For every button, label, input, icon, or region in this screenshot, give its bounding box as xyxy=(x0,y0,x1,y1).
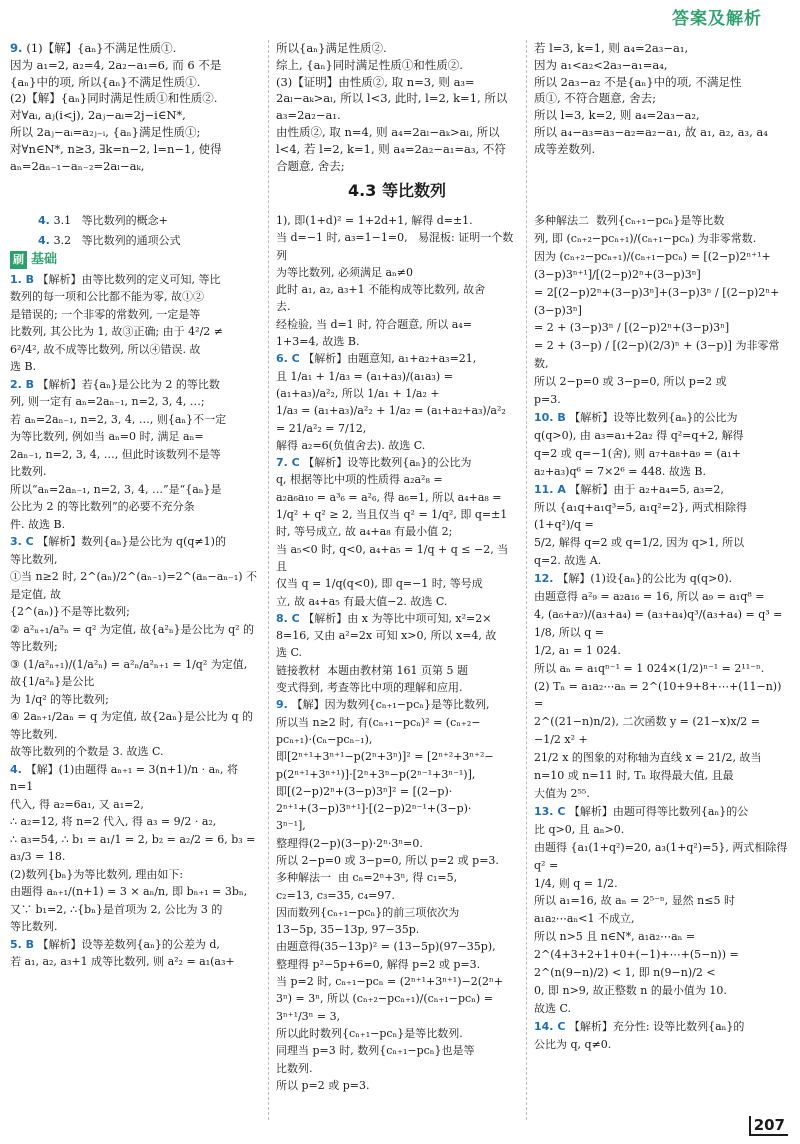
text-line: a₃=2a₂−a₁. xyxy=(276,108,341,123)
text-line: 质①, 不符合题意, 舍去; xyxy=(534,91,656,106)
top-column-3 xyxy=(534,40,790,158)
text-line: l<4, 若 l=2, k=1, 则 a₄=2a₂−a₁=a₃, 不符 xyxy=(276,141,506,156)
text-line: 2^((21−n)n/2), 二次函数 y = (21−x)x/2 = −1/2 x² + xyxy=(534,715,764,747)
text-line: 1/2, a₁ = 1 024. xyxy=(534,643,621,657)
text-line: 9. 【解】因为数列{cₙ₊₁−pcₙ}是等比数列, xyxy=(276,698,490,712)
section-title: 4.3 等比数列 xyxy=(348,181,446,200)
text-line: 7. C 【解析】设等比数列{aₙ}的公比为 xyxy=(276,456,472,470)
text-line: q=2 或 q=−1(舍), 则 a₇+a₈+a₉ = (a₁+ xyxy=(534,446,741,460)
text-line: 11. A 【解析】由于 a₂+a₄=5, a₃=2, xyxy=(534,482,724,496)
text-line: c₂=13, c₃=35, c₄=97. xyxy=(276,888,395,902)
text-line: 解得 a₂=6(负值舍去). 故选 C. xyxy=(276,438,426,452)
text-line: (2)数列{bₙ}为等比数列, 理由如下: xyxy=(10,867,184,881)
text-line: (2)【解】{aₙ}同时满足性质①和性质②. xyxy=(10,91,218,106)
text-line: 代入, 得 a₂=6a₁, 又 a₁=2, xyxy=(10,797,144,811)
text-line: 为等比数列, 例如当 aₙ=0 时, 满足 aₙ= xyxy=(10,430,204,443)
column-1-lines xyxy=(10,271,258,971)
text-line: 仅当 q = 1/q(q<0), 即 q=−1 时, 等号成 xyxy=(276,577,483,591)
text-line: 若 aₙ=2aₙ₋₁, n=2, 3, 4, …, 则{aₙ}不一定 xyxy=(10,412,227,426)
column-2 xyxy=(276,212,518,1094)
text-line: 因为 a₁<a₂<2a₃−a₁=a₄, xyxy=(534,57,668,72)
text-line: 所以“aₙ=2aₙ₋₁, n=2, 3, 4, …”是“{aₙ}是 xyxy=(10,482,222,496)
question-number: 2. B xyxy=(10,377,35,391)
question-number: 10. B xyxy=(534,410,566,424)
text-line: p=3. xyxy=(534,393,561,407)
text-line: 所以 2a₃−a₂ 不是{aₙ}中的项, 不满足性 xyxy=(534,74,742,89)
text-line: a₂a₆a₁₀ = a³₆ = a²₆, 得 a₆=1, 所以 a₄+a₈ = xyxy=(276,490,502,504)
text-line: 所以 p=2 或 p=3. xyxy=(276,1078,370,1092)
text-line: 故选 C. xyxy=(534,1001,572,1015)
text-line: 由题得 aₙ₊₁/(n+1) = 3 × aₙ/n, 即 bₙ₊₁ = 3bₙ, xyxy=(10,885,248,898)
text-line: 5/2, 解得 q=2 或 q=1/2, 因为 q>1, 所以 xyxy=(534,536,745,550)
text-line: 13. C 【解析】由题可得等比数列{aₙ}的公 xyxy=(534,804,749,818)
text-line: 所以 n>5 且 n∈N*, a₁a₂⋯aₙ = xyxy=(534,930,696,944)
column-2-lines xyxy=(276,212,518,1094)
text-line: a₁a₂⋯aₙ<1 不成立, xyxy=(534,912,635,926)
text-line: 所以 {a₁q+a₁q³=5, a₁q²=2}, 两式相除得 (1+q²)/q = xyxy=(534,500,751,532)
text-line: 4. 【解】(1)由题得 aₙ₊₁ = 3(n+1)/n · aₙ, 将 n=1 xyxy=(10,762,242,793)
text-line: 1/q² + q² ≥ 2, 当且仅当 q² = 1/q², 即 q=±1 xyxy=(276,508,508,522)
text-line: 5. B 【解析】设等差数列{aₙ}的公差为 d, xyxy=(10,937,220,951)
text-line: 由题得 {a₁(1+q²)=20, a₃(1+q²)=5}, 两式相除得 q² = xyxy=(534,840,791,872)
column-divider xyxy=(526,40,527,1120)
text-line: 所以{aₙ}满足性质②. xyxy=(276,41,387,55)
text-line: 因而数列{cₙ₊₁−pcₙ}的前三项依次为 xyxy=(276,905,460,919)
question-number: 13. C xyxy=(534,804,566,818)
text-line: 为等比数列, 必须满足 aₙ≠0 xyxy=(276,265,414,279)
text-line: 9. (1)【解】{aₙ}不满足性质①. xyxy=(10,41,177,55)
text-line: 8=16, 又由 a²=2x 可知 x>0, 所以 x=4, 故 xyxy=(276,629,497,643)
text-line: 所以当 n≥2 时, 有(cₙ₊₁−pcₙ)² = (cₙ₊₂− xyxy=(276,715,481,729)
text-line: 经检验, 当 d=1 时, 符合题意, 所以 a₄= xyxy=(276,317,472,331)
question-number: 3. C xyxy=(10,535,34,548)
text-line: 此时 a₁, a₂, a₃+1 不能构成等比数列, 故舍 xyxy=(276,283,486,297)
text-line: 12. 【解】(1)设{aₙ}的公比为 q(q>0). xyxy=(534,572,733,586)
text-line: 且 1/a₁ + 1/a₃ = (a₁+a₃)/(a₁a₃) = (a₁+a₃)/a²₂, 所以 1/a₁ + 1/a₂ + xyxy=(276,369,457,400)
text-line: 13−5p, 35−13p, 97−35p. xyxy=(276,923,420,937)
text-line: 所以 2−p=0 或 3−p=0, 所以 p=2 或 xyxy=(534,375,727,389)
text-line: 选 C. xyxy=(276,646,303,660)
text-line: 所以 a₄−a₃=a₃−a₂=a₂−a₁, 故 a₁, a₂, a₃, a₄ xyxy=(534,124,768,139)
top-column-1 xyxy=(10,40,258,174)
text-line: ∴ a₃=54, ∴ b₁ = a₁/1 = 2, b₂ = a₂/2 = 6, b₃ = xyxy=(10,832,256,846)
text-line: 比数列. xyxy=(276,1061,313,1075)
text-line: 比数列, 其公比为 1, 故③正确; 由于 4²/2 ≠ xyxy=(10,325,224,338)
text-line: 去. xyxy=(276,300,291,314)
text-line: 链接教材 本题由教材第 161 页第 5 题 xyxy=(276,663,468,677)
text-line: 是错误的; 一个非零的常数列, 一定是等 xyxy=(10,307,201,321)
text-line: {aₙ}中的项, 所以{aₙ}不满足性质①. xyxy=(10,74,201,89)
text-line: 选 B. xyxy=(10,360,37,373)
text-line: 公比为 q, q≠0. xyxy=(534,1037,612,1051)
text-line: 比数列. xyxy=(10,465,47,478)
text-line: 2ⁿ⁺¹+(3−p)3ⁿ⁺¹]·[(2−p)2ⁿ⁻¹+(3−p)· xyxy=(276,802,472,816)
text-line: 列, 即 (cₙ₊₂−pcₙ₊₁)/(cₙ₊₁−pcₙ) 为非零常数. xyxy=(534,231,757,245)
text-line: 3ⁿ⁻¹], xyxy=(276,819,306,833)
text-line: 综上, {aₙ}同时满足性质①和性质②. xyxy=(276,57,463,72)
text-line: 立, 故 a₄+a₅ 有最大值−2. 故选 C. xyxy=(276,594,448,608)
header-title: 答案及解析 xyxy=(672,9,762,29)
text-line: q, 根据等比中项的性质得 a₂a²₈ = xyxy=(276,473,443,487)
text-line: n=10 或 n=11 时, Tₙ 取得最大值, 且最 xyxy=(534,769,734,783)
question-number: 4. xyxy=(38,233,54,247)
text-line: = 2[(2−p)2ⁿ+(3−p)3ⁿ]+(3−p)3ⁿ / [(2−p)2ⁿ+(3−p)3ⁿ] xyxy=(534,285,780,317)
text-line: 2aₙ₋₁, n=2, 3, 4, …, 但此时该数列不是等 xyxy=(10,447,221,461)
text-line: 等比数列; xyxy=(10,640,58,653)
text-line: 由题意得(35−13p)² = (13−5p)(97−35p), xyxy=(276,940,496,954)
text-line: 所以 aₙ = a₁qⁿ⁻¹ = 1 024×(1/2)ⁿ⁻¹ = 2¹¹⁻ⁿ. xyxy=(534,661,765,675)
question-number: 4. xyxy=(10,762,26,776)
text-line: 多种解法一 由 cₙ=2ⁿ+3ⁿ, 得 c₁=5, xyxy=(276,871,458,885)
text-line: p(2ⁿ⁺¹+3ⁿ⁺¹)]·[2ⁿ+3ⁿ−p(2ⁿ⁻¹+3ⁿ⁻¹)], xyxy=(276,767,476,781)
text-line: 即[(2−p)2ⁿ+(3−p)3ⁿ]² = [(2−p)· xyxy=(276,784,453,798)
text-line: 21/2 x 的图象的对称轴为直线 x = 21/2, 故当 xyxy=(534,751,762,765)
text-line: 所以此时数列{cₙ₊₁−pcₙ}是等比数列. xyxy=(276,1026,463,1040)
text-line: 为 1/q² 的等比数列; xyxy=(10,692,109,706)
question-number: 11. A xyxy=(534,482,566,496)
question-number: 14. C xyxy=(534,1019,566,1033)
question-number: 4. xyxy=(38,214,54,227)
text-line: 整理得(2−p)(3−p)·2ⁿ·3ⁿ=0. xyxy=(276,836,423,850)
text-line: 6. C 【解析】由题意知, a₁+a₂+a₃=21, xyxy=(276,352,477,366)
text-line: 因为 a₁=2, a₂=4, 2a₂−a₁=6, 而 6 不是 xyxy=(10,57,222,72)
text-line: 所以 a₁=16, 故 aₙ = 2⁵⁻ⁿ, 显然 n≤5 时 xyxy=(534,894,735,908)
text-line: 4, (a₆+a₇)/(a₃+a₄) = (a₃+a₄)q³/(a₃+a₄) = q³ = 1/8, 所以 q = xyxy=(534,607,786,639)
text-line: 列, 则一定有 aₙ=2aₙ₋₁, n=2, 3, 4, …; xyxy=(10,395,205,408)
column-3 xyxy=(534,212,790,1054)
basics-label: 基础 xyxy=(31,252,58,267)
text-line: 多种解法二 数列{cₙ₊₁−pcₙ}是等比数 xyxy=(534,214,725,227)
text-line: 所以 2−p=0 或 3−p=0, 所以 p=2 或 p=3. xyxy=(276,853,499,867)
text-line: ③ (1/a²ₙ₊₁)/(1/a²ₙ) = a²ₙ/a²ₙ₊₁ = 1/q² 为定值, 故{1/a²ₙ}是公比 xyxy=(10,657,251,688)
text-line: 3ⁿ) = 3ⁿ, 所以 (cₙ₊₂−pcₙ₊₁)/(cₙ₊₁−pcₙ) = 3ⁿ⁺¹/3ⁿ = 3, xyxy=(276,992,497,1023)
text-line: (2) Tₙ = a₁a₂⋯aₙ = 2^(10+9+8+⋯+(11−n)) = xyxy=(534,679,785,711)
text-line: 3. C 【解析】数列{aₙ}是公比为 q(q≠1)的 xyxy=(10,535,226,548)
text-line: 当 a₅<0 时, q<0, a₄+a₅ = 1/q + q ≤ −2, 当且 xyxy=(276,542,509,573)
column-3-lines xyxy=(534,212,790,1054)
text-line: 合题意, 舍去; xyxy=(276,158,345,173)
text-line: 14. C 【解析】充分性: 设等比数列{aₙ}的 xyxy=(534,1019,745,1033)
text-line: 1), 即(1+d)² = 1+2d+1, 解得 d=±1. xyxy=(276,214,473,227)
text-line: ①当 n≥2 时, 2^(aₙ)/2^(aₙ₋₁)=2^(aₙ−aₙ₋₁) 不是定值, 故 xyxy=(10,570,258,601)
top-column-2 xyxy=(276,40,518,174)
text-line: 所以 2aⱼ−aᵢ=a₂ⱼ₋ᵢ, {aₙ}满足性质①; xyxy=(10,124,201,139)
text-line: 变式得到, 考查等比中项的理解和应用. xyxy=(276,681,463,695)
page-number: 207 xyxy=(749,1116,788,1136)
question-number: 9. xyxy=(10,41,27,55)
badge-icon: 刷 xyxy=(10,251,27,269)
text-line: 大值为 2⁵⁵. xyxy=(534,787,590,800)
text-line: 同理当 p=3 时, 数列{cₙ₊₁−pcₙ}也是等 xyxy=(276,1044,475,1058)
question-number: 6. C xyxy=(276,352,300,366)
text-line: 等比数列. xyxy=(10,727,58,741)
text-line: aₙ=2aₙ₋₁−aₙ₋₂=2aₗ−aₖ, xyxy=(10,158,145,173)
text-line: ② a²ₙ₊₁/a²ₙ = q² 为定值, 故{a²ₙ}是公比为 q² 的 xyxy=(10,622,255,636)
text-line: 2aₗ−aₖ>aₗ, 所以 l<3, 此时, l=2, k=1, 所以 xyxy=(276,91,508,106)
text-line: 又∵ b₁=2, ∴{bₙ}是首项为 2, 公比为 3 的 xyxy=(10,902,223,916)
text-line: 由题意得 a²₉ = a₂a₁₆ = 16, 所以 a₉ = a₁q⁸ = xyxy=(534,590,765,604)
text-line: 即[2ⁿ⁺¹+3ⁿ⁺¹−p(2ⁿ+3ⁿ)]² = [2ⁿ⁺²+3ⁿ⁺²− xyxy=(276,750,494,764)
text-line: q=2. 故选 A. xyxy=(534,554,602,568)
text-line: 若 a₁, a₂, a₃+1 成等比数列, 则 a²₂ = a₁(a₃+ xyxy=(10,955,235,968)
text-line: 对∀aᵢ, aⱼ(i<j), 2aⱼ−aᵢ=2j−i∈N*, xyxy=(10,108,186,123)
text-line: 8. C 【解析】由 x 为等比中项可知, x²=2× xyxy=(276,611,492,625)
question-number: 1. B xyxy=(10,272,35,286)
text-line: 整理得 p²−5p+6=0, 解得 p=2 或 p=3. xyxy=(276,957,481,971)
text-line: 2. B 【解析】若{aₙ}是公比为 2 的等比数 xyxy=(10,377,220,391)
question-number: 5. B xyxy=(10,937,35,951)
text-line: 成等差数列. xyxy=(534,141,596,156)
text-line: 等比数列, xyxy=(10,552,58,566)
text-line: (3)【证明】由性质②, 取 n=3, 则 a₃= xyxy=(276,74,475,89)
question-number: 12. xyxy=(534,572,558,586)
text-line: {2^(aₙ)}不是等比数列; xyxy=(10,605,130,618)
text-line: 1+3=4, 故选 B. xyxy=(276,335,360,349)
question-number: 9. xyxy=(276,698,292,712)
text-line: 因为 (cₙ₊₂−pcₙ₊₁)/(cₙ₊₁−pcₙ) = [(2−p)2ⁿ⁺¹+(3−p)3ⁿ⁺¹]/[(2−p)2ⁿ+(3−p)3ⁿ] xyxy=(534,249,771,281)
text-line: 公比为 2 的等比数列”的必要不充分条 xyxy=(10,500,195,513)
text-line: 数列的每一项和公比都不能为零, 故①② xyxy=(10,290,204,303)
text-line: pcₙ₊₁)·(cₙ−pcₙ₋₁), xyxy=(276,732,373,746)
text-line: ④ 2aₙ₊₁/2aₙ = q 为定值, 故{2aₙ}是公比为 q 的 xyxy=(10,710,253,723)
text-line: 1/4, 则 q = 1/2. xyxy=(534,876,618,890)
text-line: q(q>0), 由 a₃=a₁+2a₂ 得 q²=q+2, 解得 xyxy=(534,428,744,442)
text-line: 1/a₃ = (a₁+a₃)/a²₂ + 1/a₂ = (a₁+a₂+a₃)/a²₂ = 21/a²₂ = 7/12, xyxy=(276,404,510,435)
text-line: 2^(4+3+2+1+0+(−1)+⋯+(5−n)) = 2^(n(9−n)/2) < 1, 即 n(9−n)/2 < xyxy=(534,948,743,980)
text-line: 当 d=−1 时, a₃=1−1=0, 易混板: 证明一个数列 xyxy=(276,231,514,262)
text-line: a₂+a₃)q⁶ = 7×2⁶ = 448. 故选 B. xyxy=(534,464,707,478)
text-line: a₃/3 = 18. xyxy=(10,850,66,863)
text-line: 件. 故选 B. xyxy=(10,517,66,531)
column-1: 4. 3.1 等比数列的概念+ 4. 3.2 等比数列的通项公式 刷 基础 1. B 【解析】由等比数列的定义可知, 等比 数列的每一项和公比都不能为零, 故①② 是错误的; 一个非零的常数列, 一定是等 比数列, 其公比为 1, 故③正确; 由于 4²/2 ≠ 6²/4², 故不成等比数列, 所以④错误. 故 选 B. 2. B 【解析】若{aₙ}是公比为 2 的等比数 列, 则一定有 aₙ=2aₙ₋₁, n=2, 3, 4, …; 若 aₙ=2aₙ₋₁, n=2, 3, 4, …, 则{aₙ}不一定 为等比数列, 例如当 aₙ=0 时, 满足 aₙ= 2aₙ₋₁, n=2, 3, 4, …, 但此时该数列不是等 比数列. 所以“aₙ=2aₙ₋₁, n=2, 3, 4, …”是“{aₙ}是 公比为 2 的等比数列”的必要不充分条 件. 故选 B. 3. C 【解析】数列{aₙ}是公比为 q(q≠1)的 等比数列, ①当 n≥2 时, 2^(aₙ)/2^(aₙ₋₁)=2^(aₙ−aₙ₋₁) 不是定值, 故 {2^(aₙ)}不是等比数列; ② a²ₙ₊₁/a²ₙ = q² 为定值, 故{a²ₙ}是公比为 q² 的 等比数列; ③ (1/a²ₙ₊₁)/(1/a²ₙ) = a²ₙ/a²ₙ₊₁ = 1/q² 为定值, 故{1/a²ₙ}是公比 为 1/q² 的等比数列; ④ 2aₙ₊₁/2aₙ = q 为定值, 故{2aₙ}是公比为 q 的 等比数列. 故等比数列的个数是 3. 故选 C. 4. 【解】(1)由题得 aₙ₊₁ = 3(n+1)/n · aₙ, 将 n=1 代入, 得 a₂=6a₁, 又 a₁=2, ∴ a₂=12, 将 n=2 代入, 得 a₃ = 9/2 · a₂, ∴ a₃=54, ∴ b₁ = a₁/1 = 2, b₂ = a₂/2 = 6, b₃ = a₃/3 = 18. (2)数列{bₙ}为等比数列, 理由如下: 由题得 aₙ₊₁/(n+1) = 3 × aₙ/n, 即 bₙ₊₁ = 3bₙ, 又∵ b₁=2, ∴{bₙ}是首项为 2, 公比为 3 的 等比数列. 5. B 【解析】设等差数列{aₙ}的公差为 d, 若 a₁, a₂, a₃+1 成等比数列, 则 a²₂ = a₁(a₃+ xyxy=(10,212,258,971)
column-divider xyxy=(268,40,269,1120)
text-line: 10. B 【解析】设等比数列{aₙ}的公比为 xyxy=(534,410,738,424)
text-line: 当 p=2 时, cₙ₊₁−pcₙ = (2ⁿ⁺¹+3ⁿ⁺¹)−2(2ⁿ+ xyxy=(276,975,503,989)
text-line: 0, 即 n>9, 故正整数 n 的最小值为 10. xyxy=(534,983,727,997)
text-line: ∴ a₂=12, 将 n=2 代入, 得 a₃ = 9/2 · a₂, xyxy=(10,815,217,828)
text-line: 对∀n∈N*, n≥3, ∃k=n−2, l=n−1, 使得 xyxy=(10,141,222,156)
text-line: 故等比数列的个数是 3. 故选 C. xyxy=(10,745,164,758)
text-line: 比 q>0, 且 aₙ>0. xyxy=(534,822,625,836)
text-line: = 2 + (3−p) / [(2−p)(2/3)ⁿ + (3−p)] 为非零常数, xyxy=(534,339,780,371)
text-line: 所以 l=3, k=2, 则 a₄=2a₃−a₂, xyxy=(534,108,700,123)
text-line: 时, 等号成立, 故 a₄+a₈ 有最小值 2; xyxy=(276,525,453,539)
text-line: = 2 + (3−p)3ⁿ / [(2−p)2ⁿ+(3−p)3ⁿ] xyxy=(534,321,730,335)
text-line: 等比数列. xyxy=(10,920,58,933)
text-line: 1. B 【解析】由等比数列的定义可知, 等比 xyxy=(10,272,221,286)
question-number: 7. C xyxy=(276,456,300,470)
question-number: 8. C xyxy=(276,611,300,625)
text-line: 6²/4², 故不成等比数列, 所以④错误. 故 xyxy=(10,342,201,356)
text-line: 若 l=3, k=1, 则 a₄=2a₃−a₁, xyxy=(534,41,689,55)
text-line: 由性质②, 取 n=4, 则 a₄=2aₗ−aₖ>aₗ, 所以 xyxy=(276,124,500,139)
